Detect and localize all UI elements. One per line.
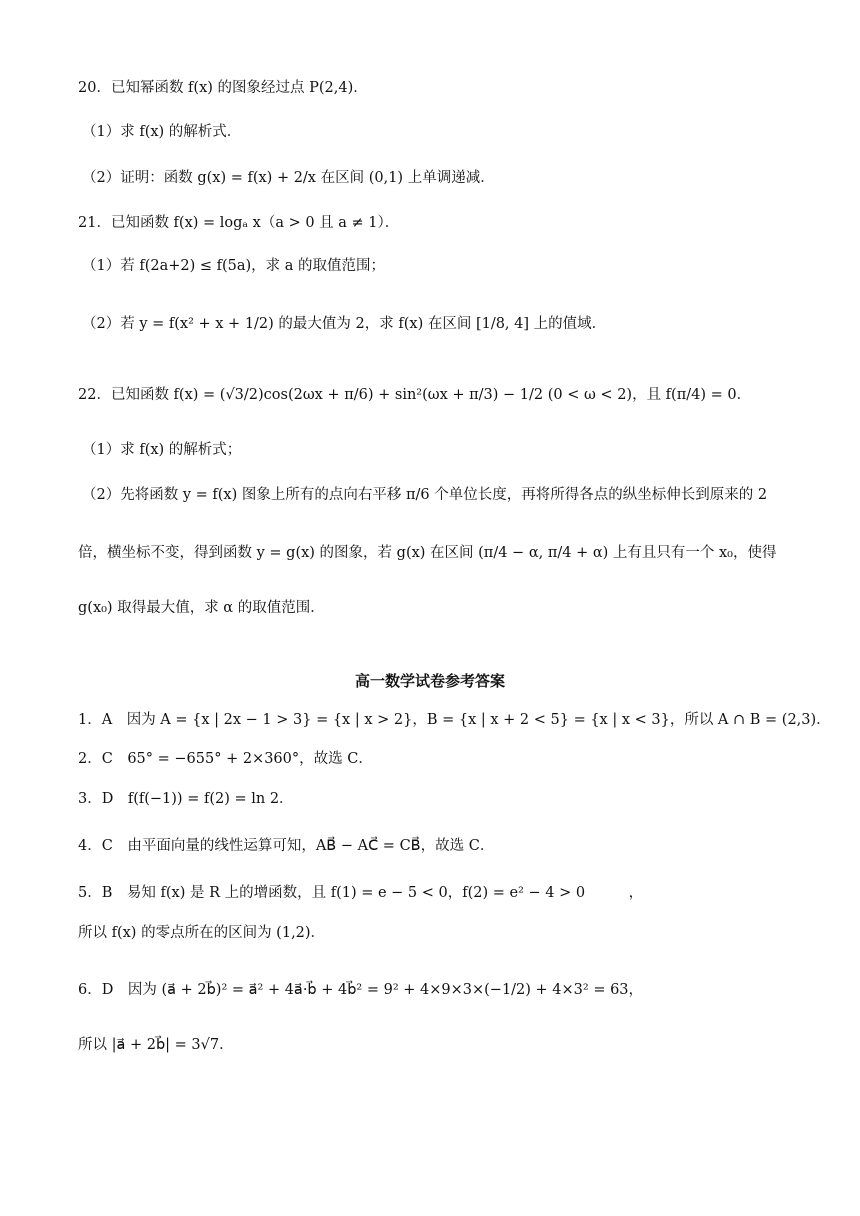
answer-2: 2．C 65° = −655° + 2×360°，故选 C． bbox=[78, 751, 373, 767]
answer-6-line-1: 6．D 因为 (a⃗ + 2b⃗)² = a⃗² + 4a⃗·b⃗ + 4b⃗² = 9² + 4×9×3×(−1/2) + 4×3² = 63， bbox=[78, 982, 644, 998]
question-22-part-1: （1）求 f(x) 的解析式； bbox=[82, 442, 242, 458]
answer-5-line-2: 所以 f(x) 的零点所在的区间为 (1,2)． bbox=[78, 925, 326, 941]
answer-6-line-2: 所以 |a⃗ + 2b⃗| = 3√7． bbox=[78, 1037, 234, 1053]
answers-title: 高一数学试卷参考答案 bbox=[354, 672, 505, 690]
question-20-part-2: （2）证明：函数 g(x) = f(x) + 2/x 在区间 (0,1) 上单调递减． bbox=[82, 170, 495, 186]
question-22-part-2-line-3: g(x₀) 取得最大值，求 α 的取值范围． bbox=[78, 600, 325, 616]
answer-1: 1．A 因为 A = {x | 2x − 1 > 3} = {x | x > 2}，B = {x | x + 2 < 5} = {x | x < 3}，所以 A ∩ B = (2,3)． bbox=[78, 712, 831, 728]
question-20-stem: 20．已知幂函数 f(x) 的图象经过点 P(2,4)． bbox=[78, 80, 368, 96]
question-20-part-1: （1）求 f(x) 的解析式． bbox=[82, 124, 242, 140]
question-21-part-2: （2）若 y = f(x² + x + 1/2) 的最大值为 2，求 f(x) 在区间 [1/8, 4] 上的值域． bbox=[82, 316, 607, 332]
answer-5-line-1: 5．B 易知 f(x) 是 R 上的增函数，且 f(1) = e − 5 < 0，f(2) = e² − 4 > 0 ， bbox=[78, 885, 644, 901]
answer-3: 3．D f(f(−1)) = f(2) = ln 2． bbox=[78, 791, 294, 807]
question-22-part-2-line-2: 倍，横坐标不变，得到函数 y = g(x) 的图象，若 g(x) 在区间 (π/4 − α, π/4 + α) 上有且只有一个 x₀，使得 bbox=[78, 545, 777, 561]
question-22-part-2-line-1: （2）先将函数 y = f(x) 图象上所有的点向右平移 π/6 个单位长度，再将所得各点的纵坐标伸长到原来的 2 bbox=[82, 487, 768, 503]
question-22-stem: 22．已知函数 f(x) = (√3/2)cos(2ωx + π/6) + sin²(ωx + π/3) − 1/2 (0 < ω < 2)，且 f(π/4) = 0． bbox=[78, 387, 752, 403]
question-21-stem: 21．已知函数 f(x) = logₐ x（a > 0 且 a ≠ 1）． bbox=[78, 215, 400, 231]
question-21-part-1: （1）若 f(2a+2) ≤ f(5a)，求 a 的取值范围； bbox=[82, 258, 386, 274]
answer-4: 4．C 由平面向量的线性运算可知，AB⃗ − AC⃗ = CB⃗，故选 C． bbox=[78, 838, 495, 854]
